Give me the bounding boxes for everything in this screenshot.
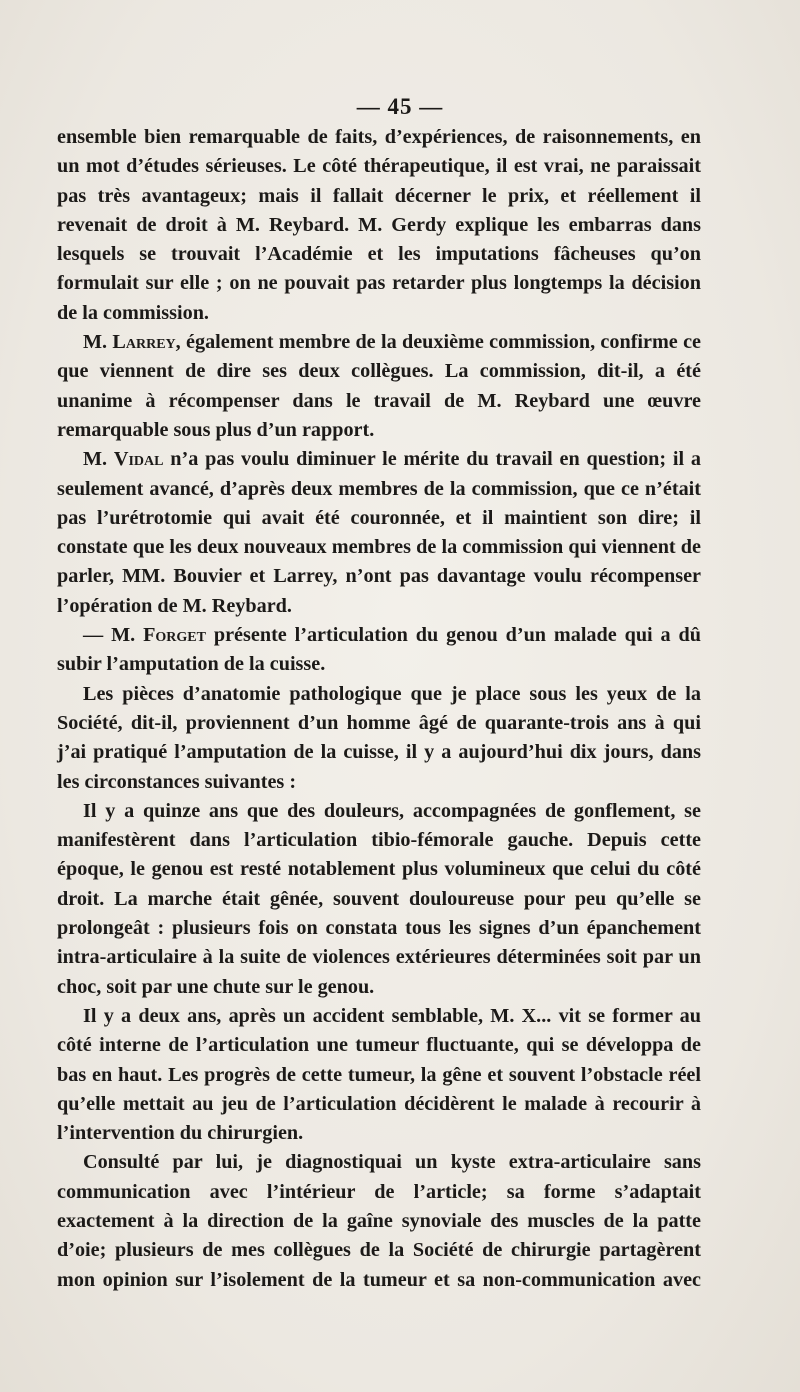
paragraph-history bbox=[57, 797, 701, 1002]
speaker-name: Vidal bbox=[113, 448, 164, 471]
speaker-prefix: M. bbox=[83, 448, 114, 471]
speaker-name: Forget bbox=[143, 624, 206, 647]
paragraph-vidal bbox=[57, 445, 701, 621]
paragraph-forget bbox=[57, 621, 701, 680]
paragraph-text: Il y a quinze ans que des douleurs, accompagnées de gonflement, se manifestèrent dans l’articulation tibio-fémorale gauche. Depuis cette époque, le genou est resté notablement plus volumineux que celui du côté droit. La marche était gênée, souvent douloureuse pour peu qu’elle se prolongeât : plusieurs fois on constata tous les signes d’un épanchement intra-articulaire à la suite de violences extérieures déterminées soit par un choc, soit par une chute sur le genou. bbox=[57, 799, 701, 998]
speaker-prefix: M. bbox=[83, 331, 113, 354]
paragraph-text: n’a pas voulu diminuer le mérite du travail en question; il a seulement avancé, d’après deux membres de la commission, que ce n’était pas l’urétrotomie qui avait été couronnée, et il maintient son dire; il constate que les deux nouveaux membres de la commission qui viennent de parler, MM. Bouvier et Larrey, n’ont pas davantage voulu récompenser l’opération de M. Reybard. bbox=[57, 448, 701, 617]
paragraph-continuation bbox=[57, 123, 701, 328]
paragraph-text: Il y a deux ans, après un accident semblable, M. X... vit se former au côté interne de l’articulation une tumeur fluctuante, qui se développa de bas en haut. Les progrès de cette tumeur, la gêne et souvent l’obstacle réel qu’elle mettait au jeu de l’articulation décidèrent le malade à recourir à l’intervention du chirurgien. bbox=[57, 1004, 701, 1145]
speaker-name: Larrey bbox=[112, 331, 176, 354]
paragraph-text: présente l’articulation du genou d’un malade qui a dû subir l’amputation de la cuisse. bbox=[57, 624, 701, 676]
paragraph-text: , également membre de la deuxième commission, confirme ce que viennent de dire ses deux collègues. La commission, dit-il, a été unanime à récompenser dans le travail de M. Reybard une œuvre remarquable sous plus d’un rapport. bbox=[57, 331, 701, 441]
paragraph-accident bbox=[57, 1002, 701, 1148]
paragraph-pieces bbox=[57, 680, 701, 797]
paragraph-diagnosis bbox=[57, 1148, 701, 1294]
page-number: — 45 — bbox=[356, 94, 444, 119]
paragraph-larrey bbox=[57, 328, 701, 445]
paragraph-text: ensemble bien remarquable de faits, d’expériences, de raisonnements, en un mot d’études sérieuses. Le côté thérapeutique, il est vrai, ne paraissait pas très avantageux; mais il fallait décerner le prix, et réellement il revenait de droit à M. Reybard. M. Gerdy explique les embarras dans lesquels se trouvait l’Académie et les imputations fâcheuses qu’on formulait sur elle ; on ne pouvait pas retarder plus longtemps la décision de la commission. bbox=[57, 126, 701, 324]
body-text bbox=[57, 123, 701, 1295]
paragraph-text: Consulté par lui, je diagnostiquai un kyste extra-articulaire sans communication avec l’intérieur de l’article; sa forme s’adaptait exactement à la direction de la gaîne synoviale des muscles de la patte d’oie; plusieurs de mes collègues de la Société de chirurgie partagèrent mon opinion sur l’isolement de la tumeur et sa non-communication avec bbox=[57, 1151, 701, 1291]
paragraph-text: Les pièces d’anatomie pathologique que je place sous les yeux de la Société, dit-il, proviennent d’un homme âgé de quarante-trois ans à qui j’ai pratiqué l’amputation de la cuisse, il y a aujourd’hui dix jours, dans les circonstances suivantes : bbox=[57, 682, 701, 793]
speaker-prefix: — M. bbox=[83, 624, 144, 647]
